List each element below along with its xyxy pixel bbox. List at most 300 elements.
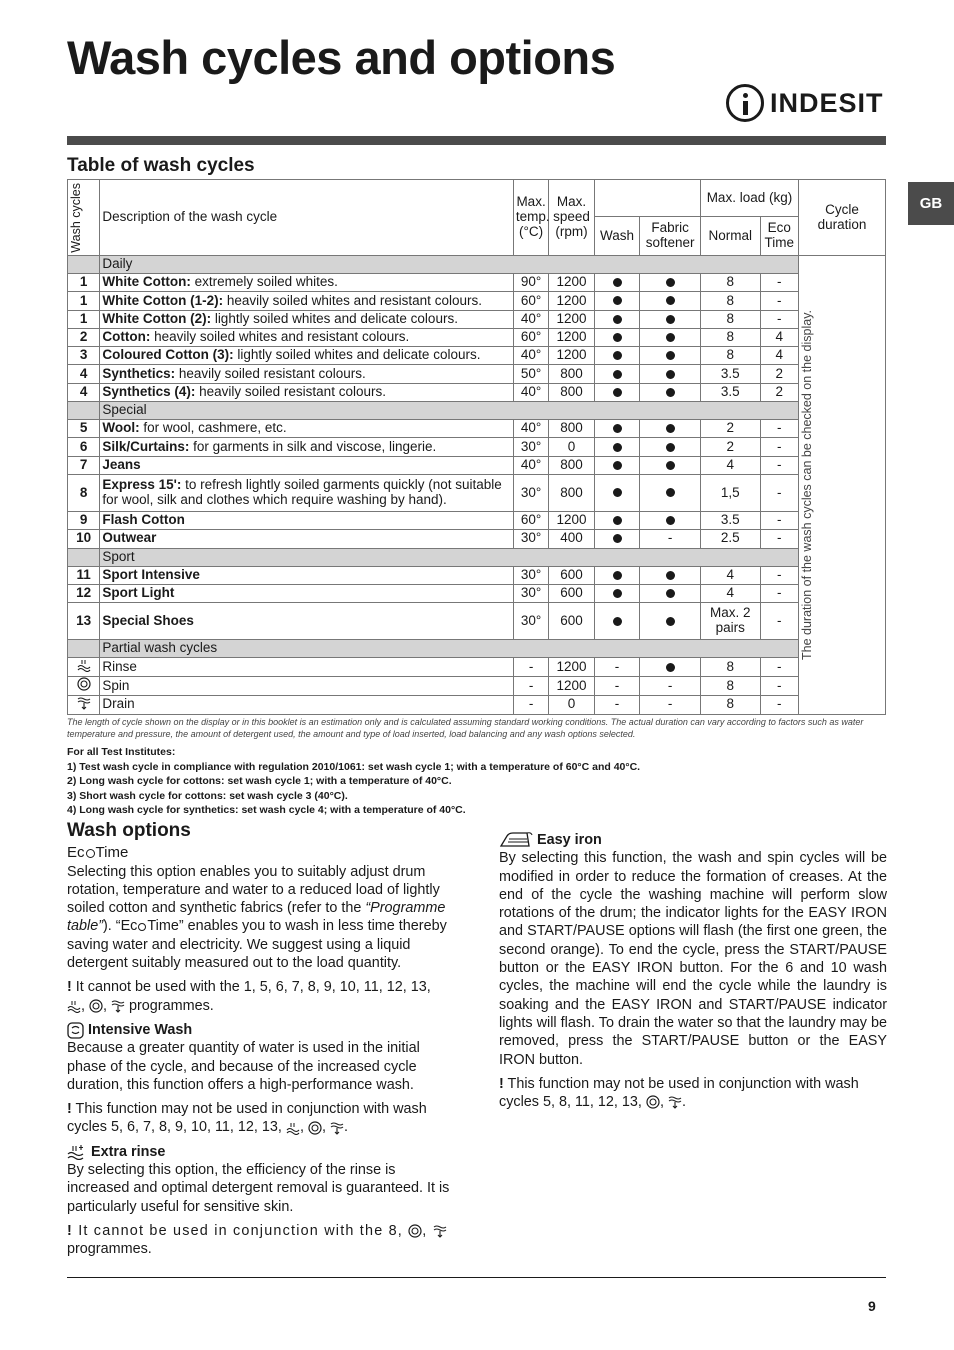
value-cell: - (640, 695, 701, 714)
cycle-detail: Drain (102, 696, 135, 712)
value-cell: 4 (760, 347, 798, 365)
value-cell: 60° (513, 511, 548, 529)
value-cell: - (640, 530, 701, 548)
value-cell: 60° (513, 292, 548, 310)
dot-icon (613, 315, 622, 324)
cycle-title: Wool: (102, 420, 140, 436)
dot-icon (613, 488, 622, 497)
indicator-dot-cell (640, 292, 701, 310)
dot-icon (613, 388, 622, 397)
dot-icon (613, 589, 622, 598)
spin-icon (408, 1224, 422, 1238)
cycle-description (100, 383, 514, 401)
dot-icon (613, 443, 622, 452)
cycle-description (100, 474, 514, 511)
indicator-dot-cell (640, 310, 701, 328)
value-cell: - (760, 530, 798, 548)
cycle-number: 4 (68, 365, 100, 383)
cycle-description (100, 511, 514, 529)
cycle-title: Express 15': (102, 477, 182, 493)
cycle-title: Flash Cotton (102, 512, 185, 528)
test-note-line: 1) Test wash cycle in compliance with regulation 2010/1061: set wash cycle 1; with a temperature of 60°C and 40°C. (67, 760, 641, 773)
value-cell: - (760, 474, 798, 511)
table-row (68, 677, 886, 696)
header-max-speed: Max. speed (rpm) (549, 180, 595, 256)
cycle-number: 10 (68, 530, 100, 548)
dot-icon (666, 296, 675, 305)
cycle-title: Synthetics: (102, 365, 176, 381)
cycle-number: 8 (68, 474, 100, 511)
dot-icon (666, 589, 675, 598)
options-right-column (499, 826, 887, 1117)
value-cell: 40° (513, 456, 548, 474)
value-cell: - (760, 274, 798, 292)
brand-logo (726, 84, 884, 122)
value-cell: - (760, 658, 798, 677)
value-cell: 1200 (549, 347, 595, 365)
eco-time-label: Ec Time (67, 844, 129, 862)
indicator-dot-cell (594, 328, 640, 346)
table-row (68, 347, 886, 365)
dot-icon (666, 443, 675, 452)
cycle-detail: lightly soiled whites and delicate colours. (233, 347, 481, 363)
value-cell: 600 (549, 603, 595, 640)
intensive-wash-heading: Intensive Wash (67, 1021, 458, 1039)
value-cell: 30° (513, 603, 548, 640)
cycle-detail: for garments in silk and viscose, lingerie. (189, 438, 437, 454)
spin-icon (89, 999, 103, 1013)
header-wash: Wash (594, 217, 640, 256)
value-cell: 40° (513, 420, 548, 438)
value-cell: - (760, 566, 798, 584)
value-cell: 3.5 (700, 383, 760, 401)
category-label: Daily (100, 256, 799, 274)
value-cell: 0 (549, 438, 595, 456)
dot-icon (613, 424, 622, 433)
cycle-description (100, 347, 514, 365)
cycle-detail: for wool, cashmere, etc. (139, 420, 287, 436)
indicator-dot-cell (594, 274, 640, 292)
category-num-cell (68, 640, 100, 658)
brand-name: INDESIT (770, 87, 884, 118)
value-cell: - (513, 677, 548, 696)
value-cell: 1200 (549, 274, 595, 292)
value-cell: 8 (700, 292, 760, 310)
category-num-cell (68, 256, 100, 274)
table-row (68, 695, 886, 714)
table-row (68, 292, 886, 310)
cycle-number: 7 (68, 456, 100, 474)
header-description: Description of the wash cycle (100, 180, 514, 256)
value-cell: 800 (549, 420, 595, 438)
dot-icon (666, 333, 675, 342)
indicator-dot-cell (594, 456, 640, 474)
value-cell: 1200 (549, 328, 595, 346)
category-row (68, 548, 886, 566)
test-institutes-notes (67, 745, 886, 818)
table-row (68, 420, 886, 438)
options-left-column (67, 822, 458, 1265)
table-row (68, 658, 886, 677)
value-cell: - (640, 677, 701, 696)
cycle-description (100, 603, 514, 640)
dot-icon (666, 571, 675, 580)
category-label: Partial wash cycles (100, 640, 799, 658)
cycle-number: 5 (68, 420, 100, 438)
cycle-detail: Rinse (102, 658, 137, 674)
cycle-number: 9 (68, 511, 100, 529)
value-cell: 2 (760, 365, 798, 383)
cycle-duration-note-cell (799, 256, 886, 715)
value-cell: 40° (513, 383, 548, 401)
table-row (68, 603, 886, 640)
indicator-dot-cell (594, 292, 640, 310)
indicator-dot-cell (640, 420, 701, 438)
header-cycle-duration: Cycle duration (799, 180, 886, 256)
intensive-wash-icon (67, 1022, 84, 1039)
indicator-dot-cell (640, 474, 701, 511)
intensive-wash-warning: ! This function may not be used in conjunction with wash cycles 5, 6, 7, 8, 9, 10, 11, 12, 13, , , . (67, 1101, 427, 1136)
dot-icon (666, 617, 675, 626)
cycle-title: Sport Light (102, 585, 175, 601)
dot-icon (613, 333, 622, 342)
drain-icon (330, 1121, 344, 1135)
dot-icon (666, 278, 675, 287)
cycle-title: Cotton: (102, 329, 151, 345)
cycle-number (68, 695, 100, 714)
indicator-dot-cell (640, 383, 701, 401)
dot-icon (666, 461, 675, 470)
category-label: Special (100, 402, 799, 420)
value-cell: 600 (549, 566, 595, 584)
drain-icon (77, 696, 91, 710)
table-row (68, 566, 886, 584)
value-cell: 90° (513, 274, 548, 292)
indicator-dot-cell (640, 511, 701, 529)
cycle-description (100, 274, 514, 292)
cycle-number: 11 (68, 566, 100, 584)
value-cell: 60° (513, 328, 548, 346)
value-cell: 4 (760, 328, 798, 346)
category-row (68, 256, 886, 274)
indicator-dot-cell (594, 383, 640, 401)
dot-icon (613, 351, 622, 360)
cycle-title: White Cotton (1-2): (102, 292, 224, 308)
cycle-title: Special Shoes (102, 612, 194, 628)
dot-icon (666, 424, 675, 433)
table-row (68, 274, 886, 292)
spin-icon (308, 1121, 322, 1135)
indicator-dot-cell (594, 530, 640, 548)
value-cell: - (513, 658, 548, 677)
dot-icon (613, 461, 622, 470)
value-cell: 1,5 (700, 474, 760, 511)
indicator-dot-cell (640, 365, 701, 383)
test-note-line: 4) Long wash cycle for synthetics: set wash cycle 4; with a temperature of 40°C. (67, 804, 466, 817)
value-cell: 30° (513, 584, 548, 602)
table-row (68, 310, 886, 328)
dot-icon (613, 370, 622, 379)
value-cell: 30° (513, 566, 548, 584)
indicator-dot-cell (594, 584, 640, 602)
eco-time-body: Selecting this option enables you to suitably adjust drum rotation, temperature and water to a reduced load of lightly soiled cotton and synthetic fabrics (refer to the “Programme table”). “Ec Time” enables you to wash in less time thereby saving water and electricity. We suggest using a liquid detergent suitably measured out to the load quantity. (67, 863, 447, 972)
cycle-title: White Cotton: (102, 274, 191, 290)
eco-leaf-icon (138, 923, 146, 931)
table-row (68, 383, 886, 401)
dot-icon (613, 296, 622, 305)
header-fabric-softener: Fabric softener (640, 217, 701, 256)
value-cell: 1200 (549, 658, 595, 677)
cycle-detail: heavily soiled whites and resistant colours. (150, 329, 410, 345)
indicator-dot-cell (594, 474, 640, 511)
value-cell: - (760, 511, 798, 529)
dot-icon (666, 351, 675, 360)
cycle-number: 13 (68, 603, 100, 640)
cycle-title: Coloured Cotton (3): (102, 347, 234, 363)
cycle-description (100, 658, 514, 677)
dot-icon (613, 516, 622, 525)
value-cell: 3.5 (700, 511, 760, 529)
cycle-description (100, 328, 514, 346)
value-cell: 8 (700, 695, 760, 714)
indicator-dot-cell (640, 658, 701, 677)
value-cell: 4 (700, 456, 760, 474)
cycle-number (68, 677, 100, 696)
value-cell: - (760, 420, 798, 438)
easy-iron-body: By selecting this function, the wash and spin cycles will be modified in order to reduce the formation of creases. At the end of the cycle the washing machine will perform slow rotations of the drum; the indicator lights for the EASY IRON and START/PAUSE options will flash (the first one green, the second orange). To end the cycle, press the START/PAUSE button or the EASY IRON button. For the 6 and 10 wash cycles, the machine will end the cycle while the laundry is soaking and the EASY IRON and START/PAUSE indicator lights will flash. To drain the water so that the laundry may be removed, press the START/PAUSE button or the EASY IRON button. (499, 850, 887, 1068)
dot-icon (613, 534, 622, 543)
value-cell: 8 (700, 677, 760, 696)
cycle-detail: Spin (102, 677, 130, 693)
dot-icon (666, 370, 675, 379)
eco-time-warning: ! It cannot be used with the 1, 5, 6, 7, 8, 9, 10, 11, 12, 13, , , programmes. (67, 979, 431, 1014)
cycle-description (100, 310, 514, 328)
table-row (68, 456, 886, 474)
value-cell: 50° (513, 365, 548, 383)
cycle-detail: extremely soiled whites. (190, 274, 338, 290)
extra-rinse-body: By selecting this option, the efficiency of the rinse is increased and optimal detergent removal is guaranteed. It is particularly useful for sensitive skin. (67, 1162, 450, 1215)
cycle-description (100, 584, 514, 602)
indicator-dot-cell (594, 310, 640, 328)
test-note-line: For all Test Institutes: (67, 746, 176, 758)
dot-icon (613, 571, 622, 580)
cycle-description (100, 456, 514, 474)
cycle-description (100, 420, 514, 438)
indicator-dot-cell (594, 603, 640, 640)
dot-icon (666, 315, 675, 324)
easy-iron-warning: ! This function may not be used in conjunction with wash cycles 5, 8, 11, 12, 13, , . (499, 1075, 859, 1111)
value-cell: 30° (513, 438, 548, 456)
extra-rinse-warning: ! It cannot be used in conjunction with the 8, , programmes. (67, 1222, 458, 1259)
header-load-normal: Normal (700, 217, 760, 256)
indicator-dot-cell (640, 347, 701, 365)
drain-icon (433, 1224, 447, 1238)
value-cell: 8 (700, 658, 760, 677)
dot-icon (666, 516, 675, 525)
header-max-temp: Max. temp. (°C) (513, 180, 548, 256)
cycle-title: Silk/Curtains: (102, 438, 190, 454)
value-cell: 1200 (549, 677, 595, 696)
header-wash-cycles: Wash cycles (68, 180, 100, 256)
spin-icon (77, 677, 91, 691)
easy-iron-heading: Easy iron (499, 831, 887, 849)
header-rule (67, 136, 886, 145)
cycle-number: 3 (68, 347, 100, 365)
table-row (68, 474, 886, 511)
cycle-detail: heavily soiled whites and resistant colours. (223, 292, 482, 308)
table-row (68, 438, 886, 456)
cycle-number: 12 (68, 584, 100, 602)
cycle-number: 6 (68, 438, 100, 456)
wash-cycles-table (67, 179, 886, 715)
value-cell: 8 (700, 274, 760, 292)
value-cell: 1200 (549, 292, 595, 310)
cycle-title: Jeans (102, 456, 141, 472)
indicator-dot-cell (640, 566, 701, 584)
cycle-title: White Cotton (2): (102, 310, 212, 326)
table-row (68, 365, 886, 383)
value-cell: - (513, 695, 548, 714)
dot-icon (613, 278, 622, 287)
table-footnote: The length of cycle shown on the display or in this booklet is an estimation only and is calculated assuming standard working conditions. The actual duration can vary according to factors such as water temperature and pressure, the amount of detergent used, the amount and type of load inserted, load balancing and any wash options selected. (67, 717, 864, 740)
table-section-title: Table of wash cycles (67, 155, 255, 176)
value-cell: - (760, 603, 798, 640)
value-cell: 800 (549, 474, 595, 511)
indicator-dot-cell (640, 438, 701, 456)
cycle-detail: to refresh lightly soiled garments quickly (not suitable for wool, silk and clothes which require washing by hand). (102, 477, 502, 507)
indicator-dot-cell (594, 347, 640, 365)
cycle-description (100, 566, 514, 584)
cycle-description (100, 438, 514, 456)
category-row (68, 640, 886, 658)
cycle-detail: heavily soiled resistant colours. (195, 384, 386, 399)
cycle-number (68, 658, 100, 677)
value-cell: 1200 (549, 310, 595, 328)
value-cell: 400 (549, 530, 595, 548)
value-cell: - (760, 677, 798, 696)
value-cell: 8 (700, 310, 760, 328)
cycle-number: 4 (68, 383, 100, 401)
language-tab: GB (908, 182, 954, 225)
indesit-logo-icon (726, 84, 764, 122)
value-cell: 2 (760, 383, 798, 401)
drain-icon (111, 999, 125, 1013)
category-row (68, 402, 886, 420)
eco-leaf-icon (86, 849, 95, 858)
cycle-number: 1 (68, 310, 100, 328)
value-cell: 3.5 (700, 365, 760, 383)
category-label: Sport (100, 548, 799, 566)
cycle-description (100, 292, 514, 310)
value-cell: 800 (549, 365, 595, 383)
cycle-detail: lightly soiled whites and delicate colours. (211, 310, 458, 326)
value-cell: 4 (700, 566, 760, 584)
dot-icon (666, 388, 675, 397)
value-cell: - (760, 438, 798, 456)
rinse-icon (77, 658, 91, 672)
value-cell: Max. 2 pairs (700, 603, 760, 640)
page-title: Wash cycles and options (67, 31, 616, 84)
table-row (68, 511, 886, 529)
header-detergents-group (594, 180, 700, 217)
indicator-dot-cell (594, 438, 640, 456)
header-load-eco-time: Eco Time (760, 217, 798, 256)
value-cell: 40° (513, 347, 548, 365)
spin-icon (646, 1095, 660, 1109)
indicator-dot-cell (594, 566, 640, 584)
value-cell: 800 (549, 456, 595, 474)
value-cell: 1200 (549, 511, 595, 529)
indicator-dot-cell (640, 584, 701, 602)
indicator-dot-cell (594, 420, 640, 438)
table-row (68, 530, 886, 548)
dot-icon (666, 663, 675, 672)
value-cell: 800 (549, 383, 595, 401)
value-cell: 2 (700, 420, 760, 438)
cycle-description (100, 365, 514, 383)
cycle-detail: heavily soiled resistant colours. (175, 365, 366, 381)
dot-icon (613, 617, 622, 626)
cycle-title: Outwear (102, 530, 157, 546)
value-cell: - (760, 695, 798, 714)
value-cell: 2 (700, 438, 760, 456)
value-cell: 0 (549, 695, 595, 714)
intensive-wash-body: Because a greater quantity of water is used in the initial phase of the cycle, and because of the increased cycle duration, this function offers a high-performance wash. (67, 1040, 420, 1093)
drain-icon (668, 1095, 682, 1109)
table-row (68, 584, 886, 602)
cycle-duration-note: The duration of the wash cycles can be checked on the display. (800, 309, 814, 660)
indicator-dot-cell (640, 274, 701, 292)
value-cell: 8 (700, 328, 760, 346)
value-cell: - (760, 456, 798, 474)
extra-rinse-heading: Extra rinse (67, 1143, 458, 1161)
value-cell: - (760, 584, 798, 602)
value-cell: 8 (700, 347, 760, 365)
rinse-icon (286, 1121, 300, 1135)
footer-rule (67, 1277, 886, 1278)
value-cell: - (760, 292, 798, 310)
value-cell: 40° (513, 310, 548, 328)
indicator-dot-cell (594, 365, 640, 383)
easy-iron-icon (499, 831, 533, 849)
cycle-title: Sport Intensive (102, 566, 200, 582)
rinse-icon (67, 999, 81, 1013)
cycle-number: 1 (68, 292, 100, 310)
cycle-number: 1 (68, 274, 100, 292)
value-cell: 30° (513, 474, 548, 511)
cycle-description (100, 530, 514, 548)
value-cell: 600 (549, 584, 595, 602)
page-number: 9 (868, 1298, 876, 1314)
dot-icon (666, 488, 675, 497)
indicator-dot-cell (640, 328, 701, 346)
indicator-dot-cell (640, 603, 701, 640)
cycle-description (100, 677, 514, 696)
value-cell: - (594, 658, 640, 677)
header-max-load: Max. load (kg) (700, 180, 798, 217)
value-cell: 30° (513, 530, 548, 548)
value-cell: - (760, 310, 798, 328)
indicator-dot-cell (640, 456, 701, 474)
test-note-line: 3) Short wash cycle for cottons: set wash cycle 3 (40°C). (67, 789, 348, 802)
value-cell: - (594, 695, 640, 714)
value-cell: 4 (700, 584, 760, 602)
value-cell: - (594, 677, 640, 696)
category-num-cell (68, 548, 100, 566)
table-row (68, 328, 886, 346)
indicator-dot-cell (594, 511, 640, 529)
extra-rinse-icon (67, 1144, 87, 1160)
